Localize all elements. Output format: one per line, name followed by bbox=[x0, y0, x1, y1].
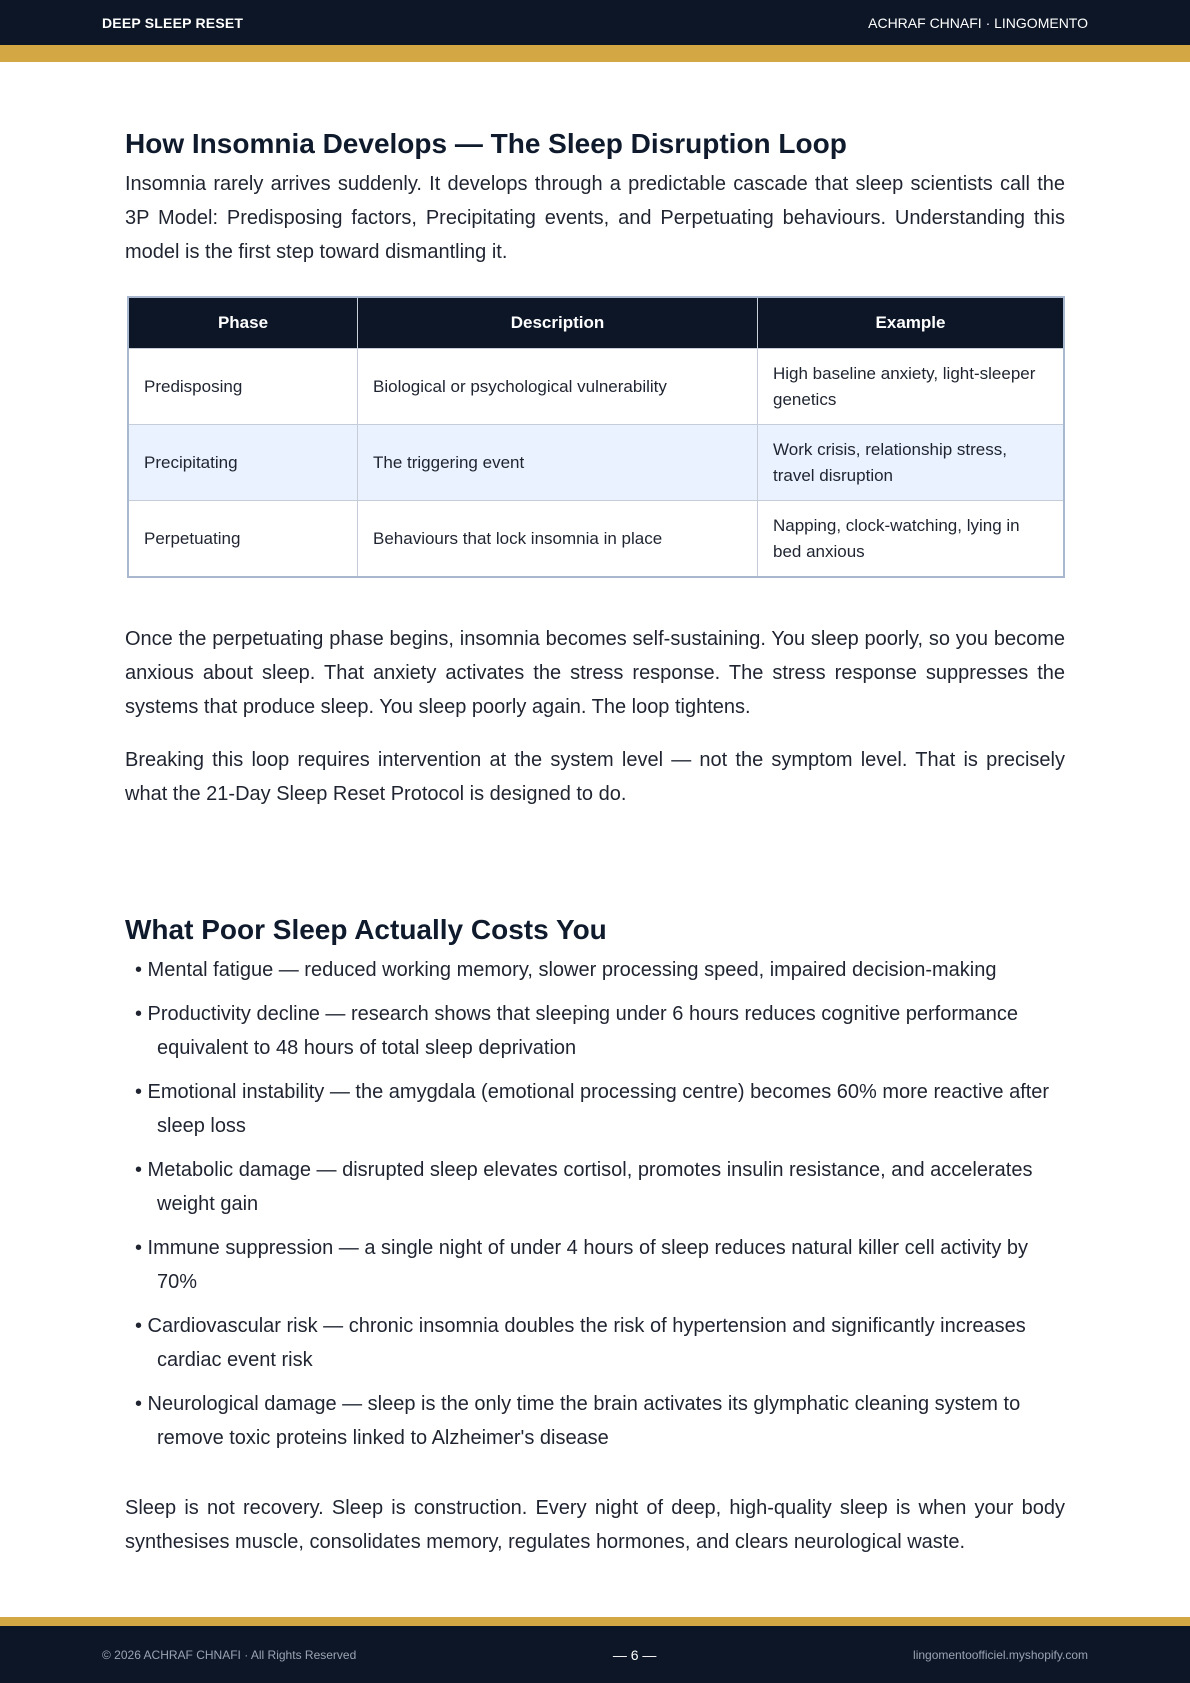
perpetuating-paragraph: Once the perpetuating phase begins, insomnia becomes self-sustaining. You sleep poorly, so you become anxious about sleep. That anxiety activates the stress response. The stress response suppresses the systems that produce sleep. You sleep poorly again. The loop tightens. bbox=[125, 628, 1065, 718]
table-header-row bbox=[128, 297, 1064, 349]
list-item: • Neurological damage — sleep is the only time the brain activates its glymphatic cleaning system to remove toxic proteins linked to Alzheimer's disease bbox=[135, 1393, 1021, 1449]
page-footer bbox=[0, 1626, 1190, 1683]
table-cell-phase: Predisposing bbox=[128, 349, 358, 425]
3p-model-table bbox=[127, 296, 1065, 578]
table-row bbox=[128, 501, 1064, 578]
list-item: • Cardiovascular risk — chronic insomnia doubles the risk of hypertension and significantly increases cardiac event risk bbox=[135, 1315, 1026, 1371]
section-title-costs: What Poor Sleep Actually Costs You bbox=[125, 914, 607, 945]
table-row bbox=[128, 349, 1064, 425]
table-cell-description: The triggering event bbox=[358, 425, 758, 501]
table-cell-example: Napping, clock-watching, lying in bed anxious bbox=[758, 501, 1065, 578]
costs-list bbox=[125, 953, 1065, 1455]
page-content bbox=[125, 122, 1065, 1559]
page-number: — 6 — bbox=[612, 1646, 657, 1663]
table-header-phase: Phase bbox=[128, 297, 358, 349]
table-cell-phase: Perpetuating bbox=[128, 501, 358, 578]
header-brand: DEEP SLEEP RESET bbox=[102, 14, 244, 31]
footer-accent-bar bbox=[0, 1617, 1190, 1626]
list-item: • Metabolic damage — disrupted sleep elevates cortisol, promotes insulin resistance, and accelerates weight gain bbox=[135, 1159, 1033, 1215]
footer-copyright: © 2026 ACHRAF CHNAFI · All Rights Reserved bbox=[102, 1647, 357, 1662]
page-header bbox=[0, 0, 1190, 45]
footer-site-link[interactable]: lingomentoofficiel.myshopify.com bbox=[913, 1647, 1088, 1662]
table-header-example: Example bbox=[758, 297, 1065, 349]
table-cell-description: Behaviours that lock insomnia in place bbox=[358, 501, 758, 578]
list-item: • Immune suppression — a single night of under 4 hours of sleep reduces natural killer cell activity by 70% bbox=[135, 1237, 1029, 1293]
section-title-insomnia-loop: How Insomnia Develops — The Sleep Disruption Loop bbox=[125, 128, 847, 159]
table-cell-example: Work crisis, relationship stress, travel disruption bbox=[758, 425, 1065, 501]
list-item: • Mental fatigue — reduced working memory, slower processing speed, impaired decision-making bbox=[135, 959, 997, 981]
list-item: • Emotional instability — the amygdala (emotional processing centre) becomes 60% more reactive after sleep loss bbox=[135, 1081, 1050, 1137]
list-item: • Productivity decline — research shows that sleeping under 6 hours reduces cognitive performance equivalent to 48 hours of total sleep deprivation bbox=[135, 1003, 1019, 1059]
table-cell-example: High baseline anxiety, light-sleeper genetics bbox=[758, 349, 1065, 425]
header-author: ACHRAF CHNAFI · LINGOMENTO bbox=[868, 14, 1088, 31]
header-accent-bar bbox=[0, 45, 1190, 62]
table-row bbox=[128, 425, 1064, 501]
table-cell-phase: Precipitating bbox=[128, 425, 358, 501]
closing-paragraph: Sleep is not recovery. Sleep is construction. Every night of deep, high-quality sleep is when your body synthesises muscle, consolidates memory, regulates hormones, and clears neurological waste. bbox=[125, 1497, 1065, 1553]
intro-paragraph: Insomnia rarely arrives suddenly. It develops through a predictable cascade that sleep scientists call the 3P Model: Predisposing factors, Precipitating events, and Perpetuating behaviours. Understanding this model is the first step toward dismantling it. bbox=[125, 173, 1065, 263]
breaking-loop-paragraph: Breaking this loop requires intervention at the system level — not the symptom level. That is precisely what the 21-Day Sleep Reset Protocol is designed to do. bbox=[125, 749, 1065, 805]
table-cell-description: Biological or psychological vulnerability bbox=[358, 349, 758, 425]
table-header-description: Description bbox=[358, 297, 758, 349]
